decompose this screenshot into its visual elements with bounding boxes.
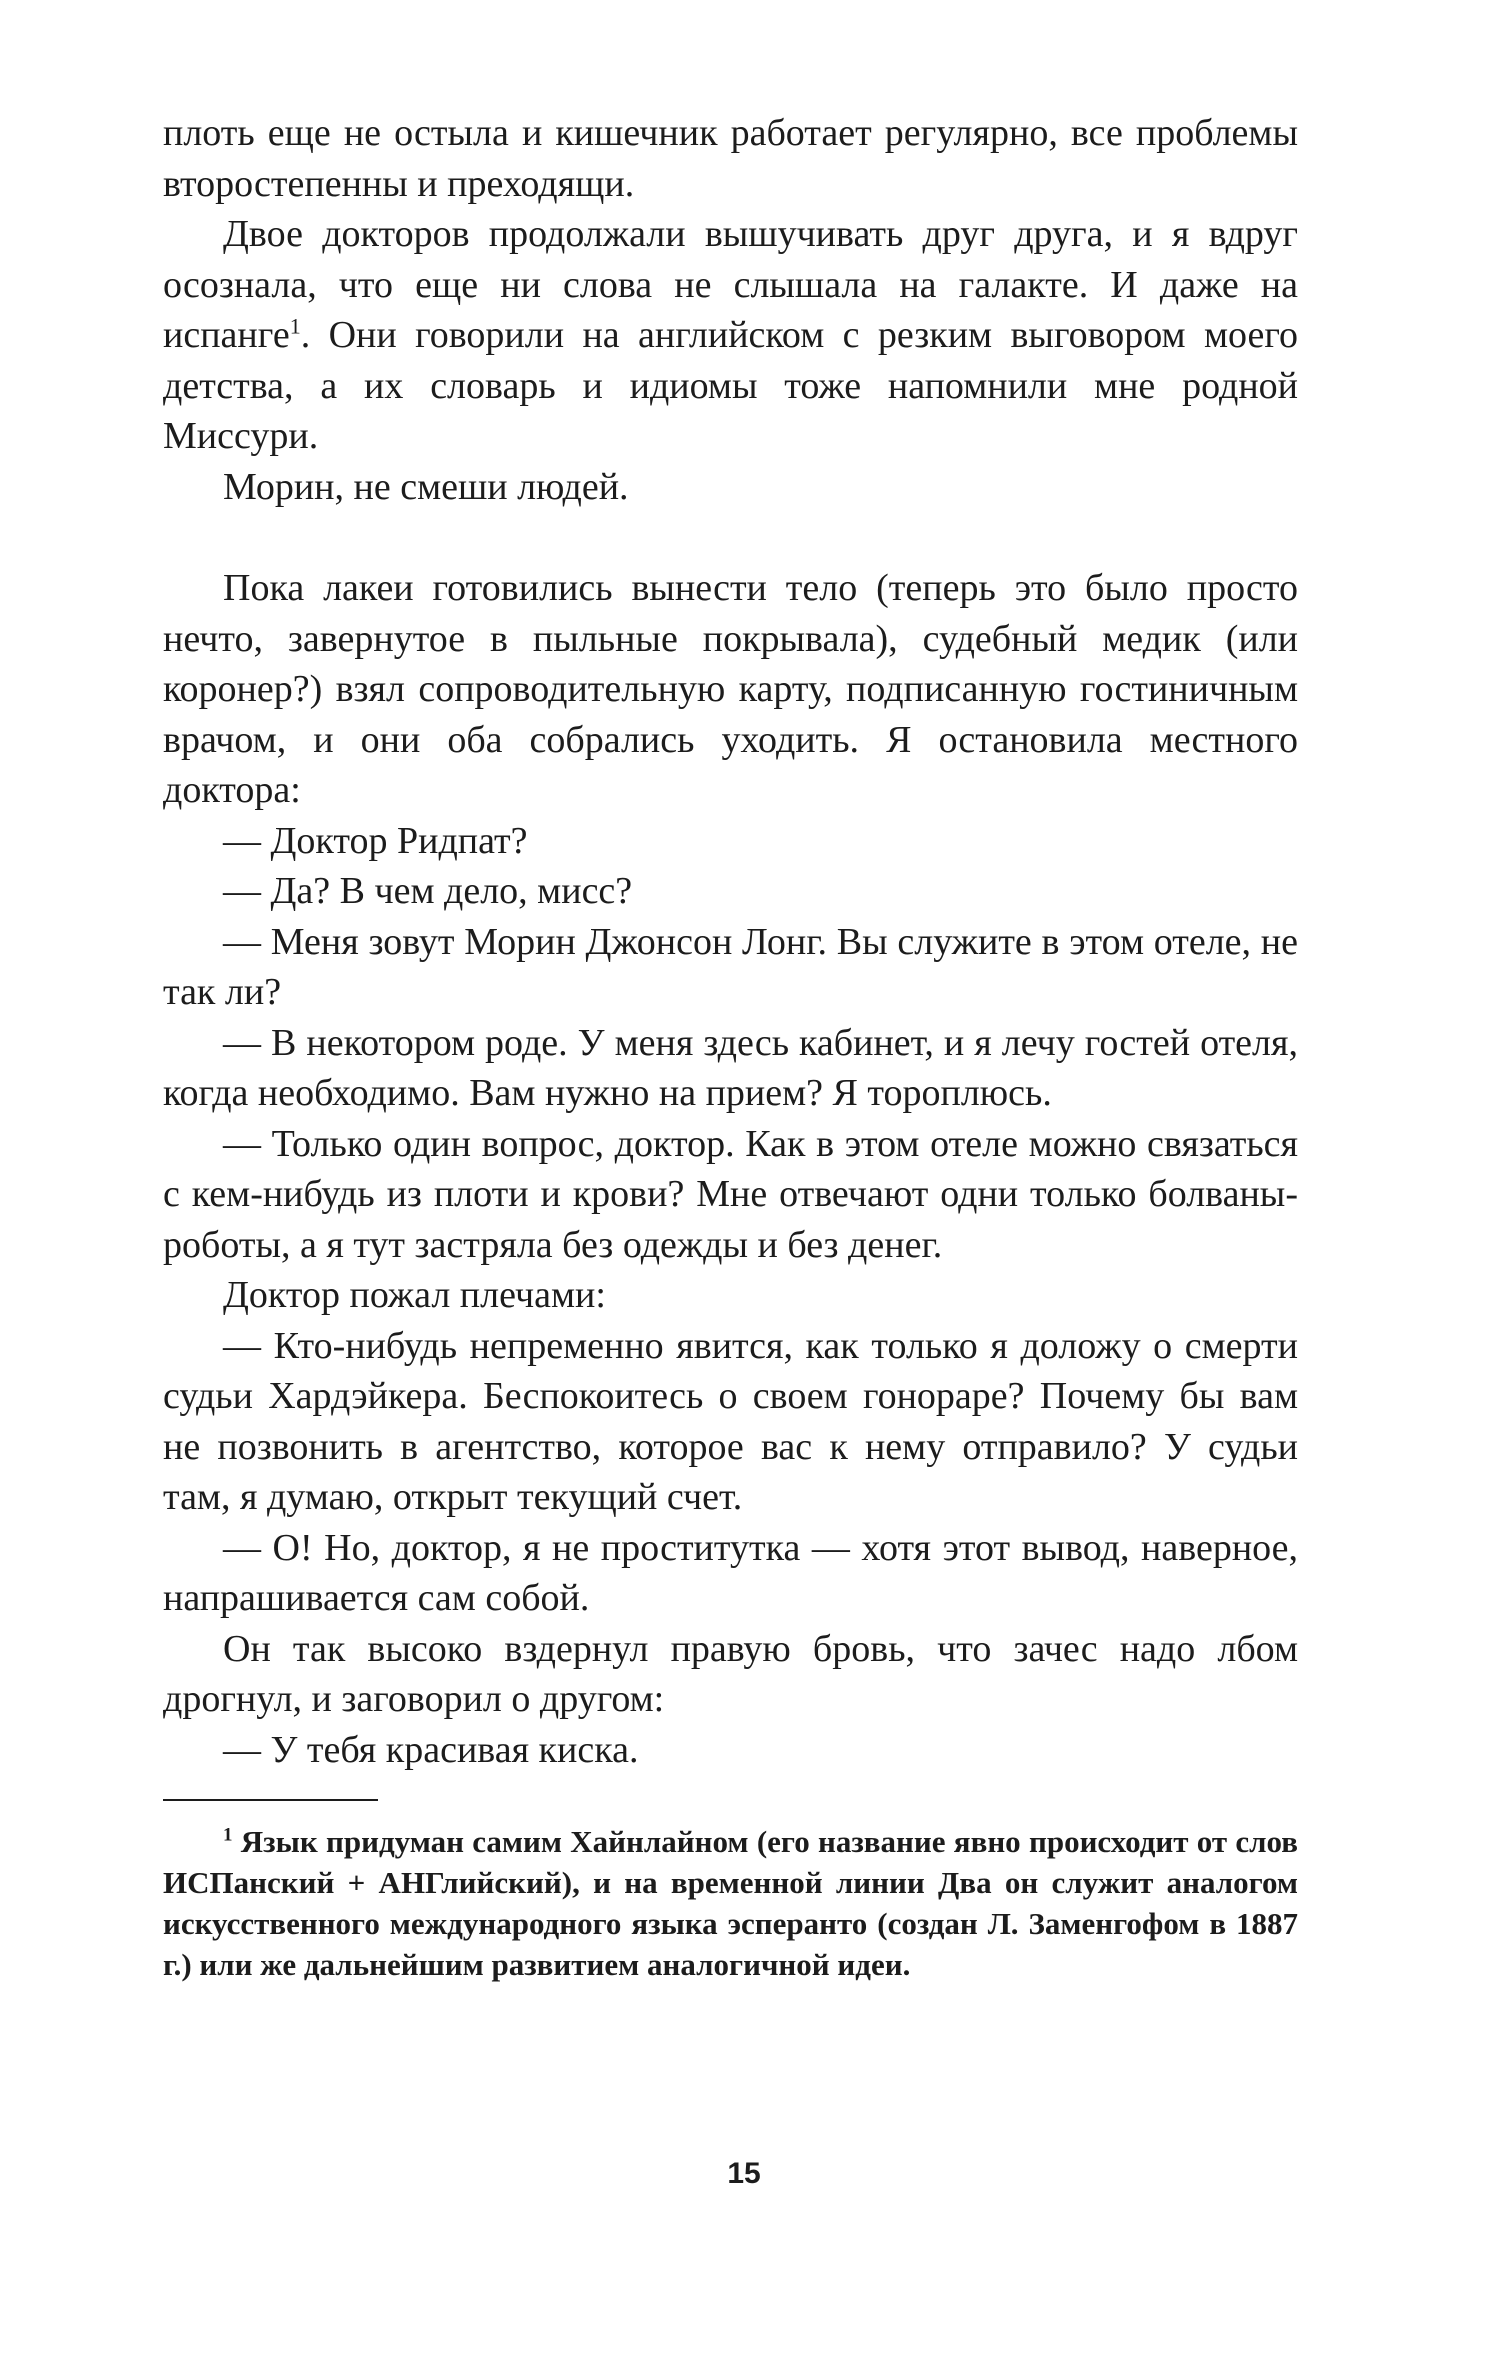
paragraph: Морин, не смеши людей.: [223, 465, 629, 508]
dialogue-line: — Только один вопрос, доктор. Как в этом отеле можно связаться с кем-нибудь из плоти и крови? Мне отвечают одни только болваны-роботы, а я тут застряла без одежды и без денег.: [163, 1122, 1298, 1266]
dialogue-line: — Да? В чем дело, мисс?: [223, 870, 633, 912]
page-number: 15: [727, 2157, 761, 2190]
paragraph: Доктор пожал плечами:: [223, 1274, 606, 1316]
footnote-reference: 1: [289, 313, 301, 339]
dialogue-line: — У тебя красивая киска.: [223, 1728, 639, 1771]
paragraph-text: . Они говорили на английском с резким выговором моего детства, а их словарь и идиомы тоже напомнили мне родной Миссури.: [163, 314, 1298, 457]
dialogue-line: — Меня зовут Морин Джонсон Лонг. Вы служите в этом отеле, не так ли?: [163, 920, 1298, 1013]
dialogue-line: — Кто-нибудь непременно явится, как только я доложу о смерти судьи Хардэйкера. Беспокоитесь о своем гонораре? Почему бы вам не позвонить в агентство, которое вас к нему отправило? У судьи там, я думаю, открыт текущий счет.: [163, 1324, 1298, 1518]
dialogue-line: — О! Но, доктор, я не проститутка — хотя этот вывод, наверное, напрашивается сам собой.: [163, 1526, 1298, 1619]
paragraph: [163, 209, 1298, 462]
dialogue-line: — В некотором роде. У меня здесь кабинет, и я лечу гостей отеля, когда необходимо. Вам нужно на прием? Я тороплюсь.: [163, 1021, 1298, 1114]
footnote-divider: [163, 1799, 378, 1801]
paragraph-text: Двое докторов продолжали вышучивать друг друга, и я вдруг осознала, что еще ни слова не слышала на галакте. И даже на испанге: [163, 213, 1298, 356]
section-break: [163, 512, 1298, 563]
dialogue-line: — Доктор Ридпат?: [223, 819, 528, 862]
footnote-marker: 1: [223, 1824, 233, 1846]
paragraph: Пока лакеи готовились вынести тело (теперь это было просто нечто, завернутое в пыльные покрывала), судебный медик (или коронер?) взял сопроводительную карту, подписанную гостиничным врачом, и они оба собрались уходить. Я остановила местного доктора:: [163, 567, 1298, 811]
paragraph: плоть еще не остыла и кишечник работает регулярно, все проблемы второстепенны и преходящи.: [163, 112, 1298, 205]
footnote: [163, 1821, 1298, 1985]
paragraph: Он так высоко вздернул правую бровь, что зачес надо лбом дрогнул, и заговорил о другом:: [163, 1627, 1298, 1720]
page-body: [163, 108, 1298, 1985]
footnote-text: Язык придуман самим Хайнлайном (его название явно происходит от слов ИСПанский + АНГлийский), и на временной линии Два он служит аналогом искусственного международного языка эсперанто (создан Л. Заменгофом в 1887 г.) или же дальнейшим развитием аналогичной идеи.: [163, 1824, 1298, 1982]
